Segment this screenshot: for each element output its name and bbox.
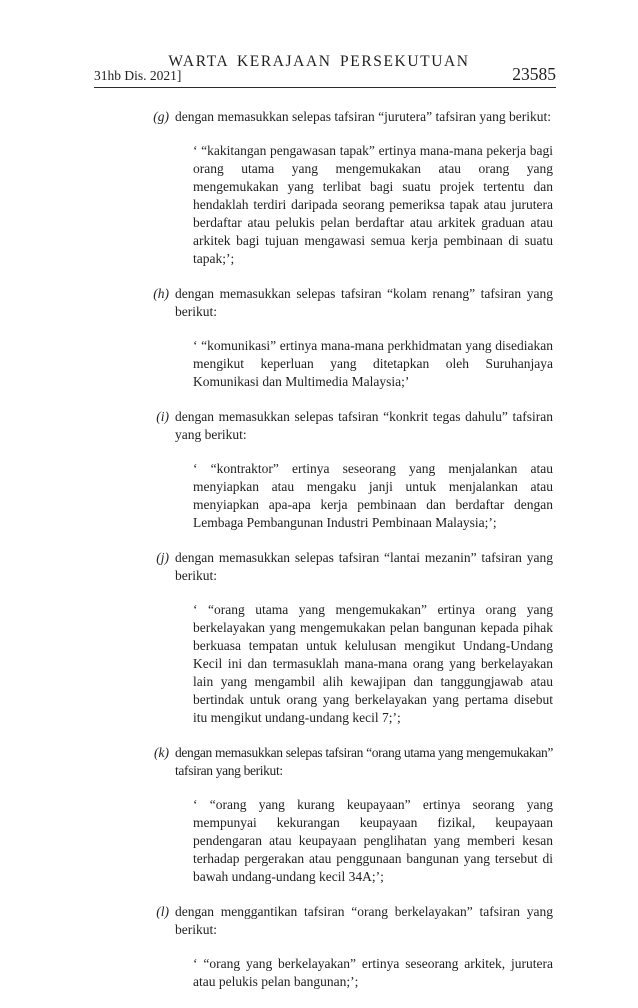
clause-intro: dengan memasukkan selepas tafsiran “konkrit tegas dahulu” tafsiran yang berikut: — [175, 409, 553, 442]
clause-definition: ‘ “orang yang kurang keupayaan” ertinya seorang yang mempunyai kekurangan keupayaan fizikal, keupayaan pendengaran atau keupayaan penglihatan yang memberi kesan terhadap pergerakan atau penggunaan bangunan yang tersebut di bawah undang-undang kecil 34A;’; — [193, 797, 553, 884]
clause-k — [0, 744, 638, 886]
clause-l — [0, 903, 638, 991]
clause-j — [0, 549, 638, 727]
clause-intro: dengan memasukkan selepas tafsiran “lantai mezanin” tafsiran yang berikut: — [175, 550, 553, 583]
clause-letter: (k) — [154, 745, 169, 760]
clause-definition: ‘ “komunikasi” ertinya mana-mana perkhidmatan yang disediakan mengikut keperluan yang ditetapkan oleh Suruhanjaya Komunikasi dan Multimedia Malaysia;’ — [193, 338, 553, 389]
gazette-title: WARTA KERAJAAN PERSEKUTUAN — [168, 53, 470, 70]
clause-letter: (g) — [153, 109, 169, 124]
clause-intro: dengan memasukkan selepas tafsiran “jurutera” tafsiran yang berikut: — [175, 109, 551, 124]
clause-letter: (j) — [156, 550, 169, 565]
page-number: 23585 — [512, 64, 556, 84]
clause-letter: (i) — [156, 409, 169, 424]
clause-g — [0, 108, 638, 268]
clause-definition: ‘ “kakitangan pengawasan tapak” ertinya mana-mana pekerja bagi orang utama yang mengemukakan atau orang yang mengemukakan yang terlibat bagi suatu projek tertentu dan hendaklah terdiri daripada seorang pemeriksa tapak atau jurutera berdaftar atau pelukis pelan berdaftar atau arkitek graduan atau arkitek bagi tujuan mengawasi semua kerja pembinaan di suatu tapak;’; — [193, 143, 553, 266]
clause-intro: dengan memasukkan selepas tafsiran “orang utama yang mengemukakan” tafsiran yang berikut: — [175, 745, 553, 778]
clause-intro: dengan menggantikan tafsiran “orang berkelayakan” tafsiran yang berikut: — [175, 904, 553, 937]
clause-letter: (l) — [156, 904, 169, 919]
clause-definition: ‘ “orang yang berkelayakan” ertinya seseorang arkitek, jurutera atau pelukis pelan bangunan;’; — [193, 956, 553, 989]
header-date: 31hb Dis. 2021] — [94, 68, 182, 83]
clause-letter: (h) — [153, 286, 169, 301]
clause-list — [0, 108, 638, 1008]
clause-h — [0, 285, 638, 391]
clause-definition: ‘ “kontraktor” ertinya seseorang yang menjalankan atau menyiapkan atau mengaku janji untuk menjalankan atau menyiapkan apa-apa kerja pembinaan dan berdaftar dengan Lembaga Pembangunan Industri Pembinaan Malaysia;’; — [193, 461, 553, 530]
clause-i — [0, 408, 638, 532]
clause-intro: dengan memasukkan selepas tafsiran “kolam renang” tafsiran yang berikut: — [175, 286, 553, 319]
clause-definition: ‘ “orang utama yang mengemukakan” ertinya orang yang berkelayakan yang mengemukakan pelan bangunan kepada pihak berkuasa tempatan untuk kelulusan mengikut Undang-Undang Kecil ini dan termasuklah mana-mana orang yang berkelayakan lain yang mengambil alih kewajipan dan tanggungjawab atau bertindak untuk orang yang berkelayakan yang pertama disebut itu mengikut undang-undang kecil 7;’; — [193, 602, 553, 725]
header-rule — [94, 87, 556, 88]
